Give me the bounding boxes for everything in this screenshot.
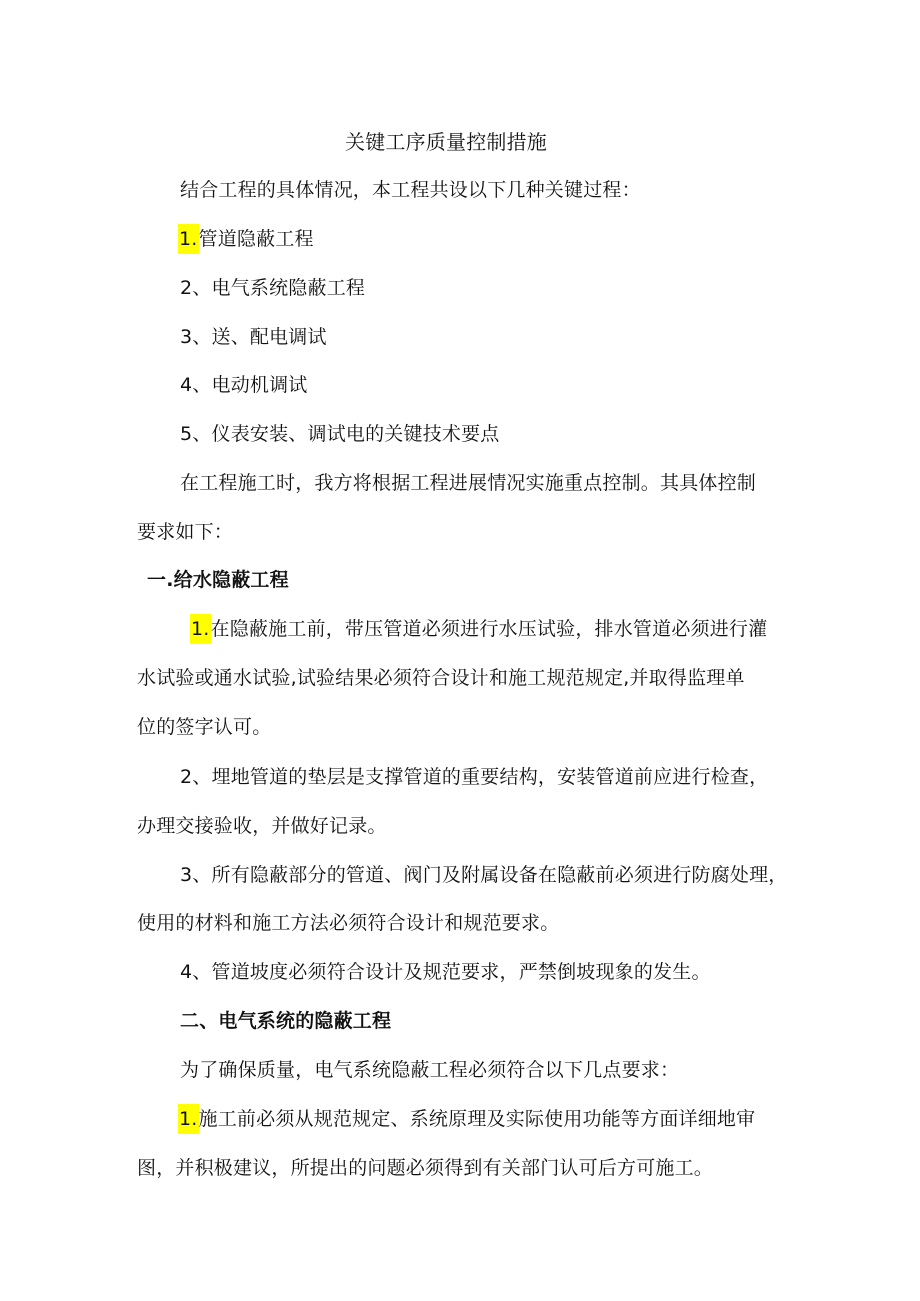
highlighted-number: 1. [178, 224, 199, 254]
highlighted-number: 1. [190, 614, 211, 644]
paragraph-line: 水试验或通水试验,试验结果必须符合设计和施工规范规定,并取得监理单 [137, 667, 745, 689]
key-process-item [178, 226, 314, 252]
paragraph-line [190, 616, 767, 642]
paragraph-line: 使用的材料和施工方法必须符合设计和规范要求。 [137, 912, 560, 934]
page-title: 关键工序质量控制措施 [345, 130, 547, 154]
key-process-item: 4、电动机调试 [180, 374, 308, 396]
highlighted-number: 1. [178, 1104, 199, 1134]
section-heading: 一.给水隐蔽工程 [147, 569, 289, 591]
paragraph-line: 位的签字认可。 [137, 716, 272, 738]
paragraph-line: 2、埋地管道的垫层是支撑管道的重要结构，安装管道前应进行检查， [180, 766, 769, 788]
control-intro-line: 要求如下： [137, 521, 234, 543]
paragraph-line: 办理交接验收，并做好记录。 [137, 815, 387, 837]
key-process-item: 3、送、配电调试 [180, 326, 327, 348]
key-process-item: 2、电气系统隐蔽工程 [180, 277, 366, 299]
section-heading: 二、电气系统的隐蔽工程 [180, 1010, 392, 1032]
paragraph-line: 4、管道坡度必须符合设计及规范要求，严禁倒坡现象的发生。 [180, 961, 711, 983]
paragraph-line: 为了确保质量，电气系统隐蔽工程必须符合以下几点要求： [180, 1059, 680, 1081]
paragraph-text: 在隐蔽施工前，带压管道必须进行水压试验，排水管道必须进行灌 [210, 618, 768, 640]
intro-text: 结合工程的具体情况，本工程共设以下几种关键过程： [180, 179, 641, 201]
paragraph-line [178, 1106, 755, 1132]
paragraph-text: 施工前必须从规范规定、系统原理及实际使用功能等方面详细地审 [198, 1108, 756, 1130]
paragraph-line: 图，并积极建议，所提出的问题必须得到有关部门认可后方可施工。 [137, 1157, 714, 1179]
key-process-item: 5、仪表安装、调试电的关键技术要点 [180, 423, 500, 445]
key-process-label: 管道隐蔽工程 [198, 228, 314, 250]
paragraph-line: 3、所有隐蔽部分的管道、阀门及附属设备在隐蔽前必须进行防腐处理， [180, 864, 788, 886]
control-intro-line: 在工程施工时，我方将根据工程进展情况实施重点控制。其具体控制 [180, 472, 757, 494]
